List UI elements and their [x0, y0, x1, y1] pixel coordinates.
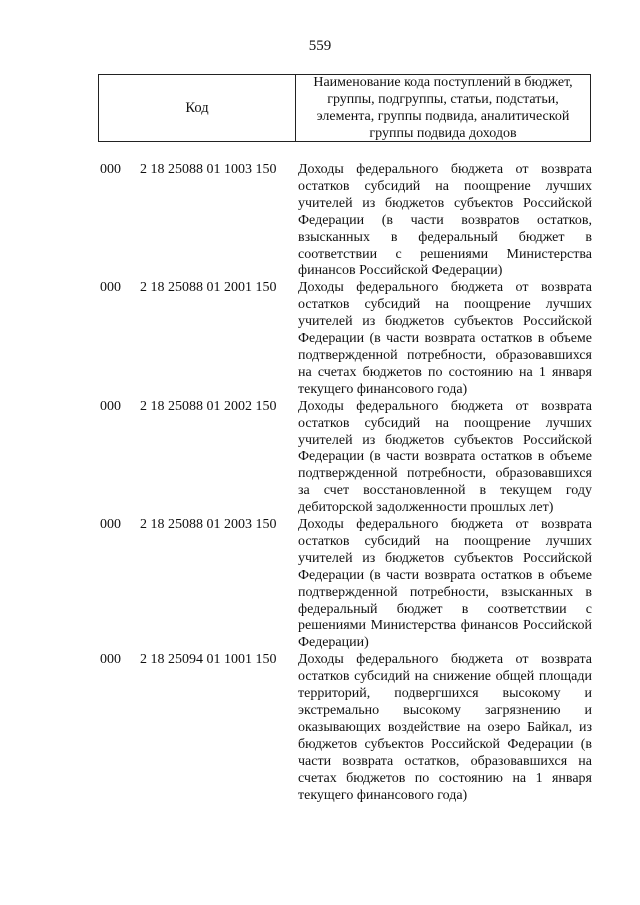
header-code-cell: Код [99, 75, 296, 141]
income-code: 2 18 25088 01 2001 150 [140, 280, 277, 296]
income-code: 2 18 25088 01 1003 150 [140, 162, 277, 177]
admin-code: 000 [100, 398, 121, 414]
income-description: Доходы федерального бюджета от возврата остатков субсидий на снижение общей площади территорий, подвергшихся высокому и экстремально высокому загрязнению и оказывающих воздействие на озеро Байкал, из бюджетов субъектов Российской Федерации (в части возврата остатков, образовавшихся на счетах бюджетов по состоянию на 1 января текущего финансового года) [298, 652, 592, 803]
table-row [100, 517, 592, 652]
table-header [98, 74, 591, 142]
income-code: 2 18 25094 01 1001 150 [140, 652, 277, 668]
admin-code: 000 [100, 652, 121, 668]
admin-code: 000 [100, 162, 121, 177]
income-code: 2 18 25088 01 2002 150 [140, 398, 277, 414]
income-codes-list [100, 162, 592, 804]
income-description: Доходы федерального бюджета от возврата остатков субсидий на поощрение лучших учителей из бюджетов субъектов Российской Федерации (в части возврата остатков в объеме подтвержденной потребности, взысканных в федеральный бюджет в соответствии с решениями Министерства финансов Российской Федерации) [298, 517, 592, 651]
page-number: 559 [308, 38, 332, 54]
table-row [100, 280, 592, 398]
table-row [100, 652, 592, 804]
income-description: Доходы федерального бюджета от возврата остатков субсидий на поощрение лучших учителей из бюджетов субъектов Российской Федерации (в части возвратов остатков, взысканных в федеральный бюджет в соответствии с решениями Министерства финансов Российской Федерации) [298, 162, 592, 279]
header-name-cell: Наименование кода поступлений в бюджет, группы, подгруппы, статьи, подстатьи, элемента, группы подвида, аналитической группы подвида доходов [313, 75, 573, 141]
table-row [100, 399, 592, 517]
admin-code: 000 [100, 280, 121, 296]
table-row [100, 162, 592, 280]
income-description: Доходы федерального бюджета от возврата остатков субсидий на поощрение лучших учителей из бюджетов субъектов Российской Федерации (в части возврата остатков в объеме подтвержденной потребности, образовавшихся на счетах бюджетов по состоянию на 1 января текущего финансового года) [298, 280, 592, 397]
income-code: 2 18 25088 01 2003 150 [140, 517, 277, 533]
income-description: Доходы федерального бюджета от возврата остатков субсидий на поощрение лучших учителей из бюджетов субъектов Российской Федерации (в части возврата остатков в объеме подтвержденной потребности, образовавшихся за счет восстановленной в текущем году дебиторской задолженности прошлых лет) [298, 398, 592, 516]
admin-code: 000 [100, 517, 121, 533]
